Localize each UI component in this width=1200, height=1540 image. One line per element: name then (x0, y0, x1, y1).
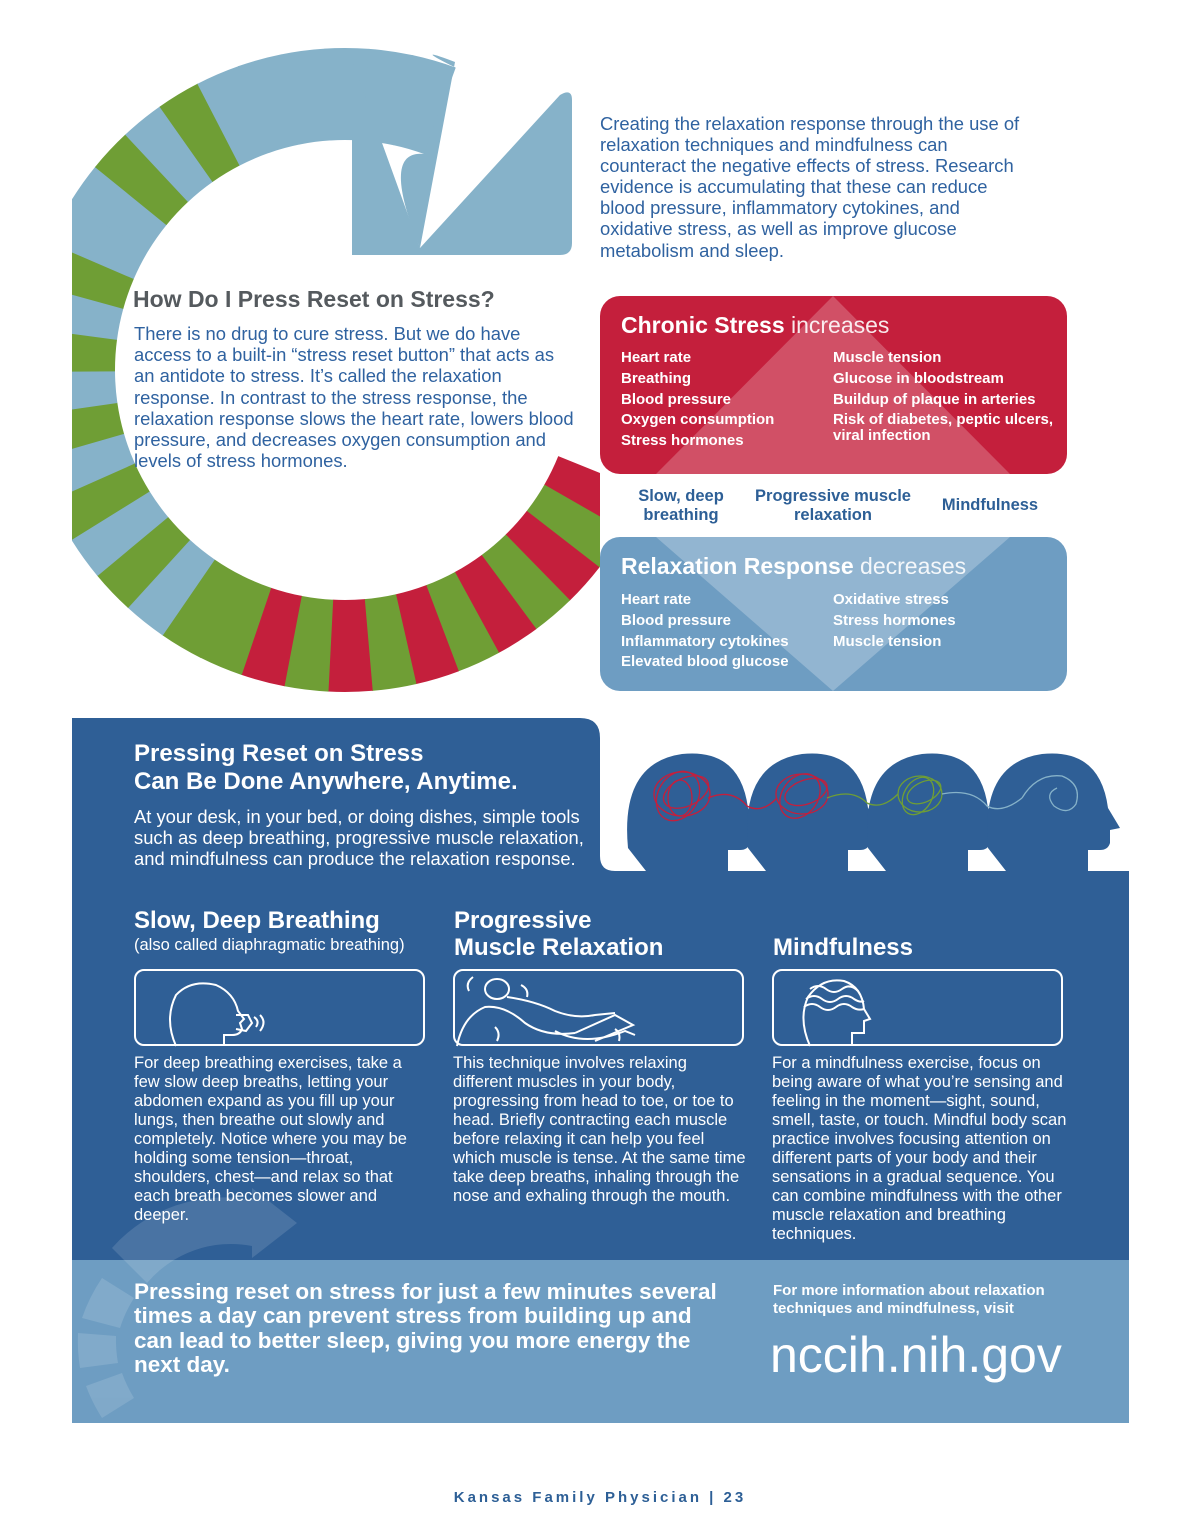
list-item: Oxidative stress (833, 591, 949, 608)
relax-title-light: decreases (860, 553, 967, 579)
breathing-head-icon (136, 971, 427, 1048)
pmr-text: This technique involves relaxing different muscles in your body, progressing from head to toe, or toe to head. Briefly contracting each muscle before relaxing it can help you feel which muscle is tense. At the same time take deep breaths, inhaling through the nose and exhaling through the mouth. (453, 1054, 746, 1205)
breathing-icon-box (134, 969, 425, 1046)
chronic-stress-title (621, 312, 889, 339)
list-item: Blood pressure (621, 390, 732, 408)
ring-segment (328, 599, 373, 692)
anywhere-body: At your desk, in your bed, or doing dishes, simple tools such as deep breathing, progressive muscle relaxation, and mindfulness can produce the relaxation response. (134, 806, 584, 870)
list-item: Glucose in bloodstream (833, 369, 1004, 387)
list-item: Stress hormones (621, 432, 744, 450)
technique-breathing: Slow, deep breathing (638, 487, 724, 524)
intro-heading: How Do I Press Reset on Stress? (133, 286, 495, 312)
list-item: Buildup of plaque in arteries (833, 390, 1036, 408)
relax-list-left (621, 590, 789, 673)
pmr-title-line2: Muscle Relaxation (454, 934, 664, 961)
chronic-list-right (833, 348, 1058, 444)
anywhere-title-line2: Can Be Done Anywhere, Anytime. (134, 768, 518, 795)
list-item: Heart rate (621, 591, 692, 608)
anywhere-title (134, 740, 518, 796)
list-item: Oxygen consumption (621, 411, 775, 429)
intro-body: There is no drug to cure stress. But we do have access to a built-in “stress reset button” that acts as an antidote to stress. It’s called the relaxation response. In contrast to the stress response, the relaxation response slows the heart rate, lowers blood pressure, and decreases oxygen consumption and levels of stress hormones. (134, 323, 574, 472)
right-intro-text: Creating the relaxation response through the use of relaxation techniques and mindfulness can counteract the negative effects of stress. Research evidence is accumulating that these can reduce blood pressure, inflammatory cytokines, and oxidative stress, as well as improve glucose metabolism and sleep. (600, 113, 1020, 261)
mindfulness-title: Mindfulness (773, 934, 914, 961)
chronic-stress-box (600, 296, 1067, 474)
mindfulness-text: For a mindfulness exercise, focus on being aware of what you’re sensing and feeling in the moment—sight, sound, smell, taste, or touch. Mindful body scan practice involves focusing attention on different parts of your body and their sensations in a gradual sequence. You can combine mindfulness with the other muscle relaxation and breathing techniques. (772, 1054, 1067, 1243)
breathing-text: For deep breathing exercises, take a few slow deep breaths, letting your abdomen expand as you fill up your lungs, then breathe out slowly and completely. Notice where you may be holding some tension—throat, shoulders, chest—and relax so that each breath becomes slower and deeper. (134, 1054, 407, 1224)
website-link[interactable]: nccih.nih.gov (770, 1327, 1062, 1383)
page-footer: Kansas Family Physician | 23 (453, 1489, 747, 1506)
reclining-body-icon (455, 971, 746, 1048)
pmr-title-line1: Progressive (454, 907, 592, 934)
list-item: Breathing (621, 369, 692, 387)
list-item: Elevated blood glucose (621, 653, 789, 671)
breathing-title: Slow, Deep Breathing (134, 907, 380, 934)
technique-pmr: Progressive muscle relaxation (755, 487, 911, 524)
mindfulness-icon-box (772, 969, 1063, 1046)
chronic-list-left (621, 348, 774, 452)
relaxation-response-box (600, 537, 1067, 691)
list-item: Blood pressure (621, 611, 732, 629)
pmr-icon-box (453, 969, 744, 1046)
chronic-title-light: increases (791, 312, 890, 338)
relax-title (621, 553, 966, 580)
technique-mindfulness: Mindfulness (941, 496, 1039, 514)
more-info-text: For more information about relaxation techniques and mindfulness, visit (773, 1282, 1045, 1317)
list-item: Stress hormones (833, 611, 956, 629)
list-item: Muscle tension (833, 349, 942, 366)
breathing-subtitle: (also called diaphragmatic breathing) (134, 936, 405, 954)
relax-list-right (833, 590, 956, 652)
anywhere-title-line1: Pressing Reset on Stress (134, 740, 424, 767)
chronic-title-bold: Chronic Stress (621, 312, 785, 338)
list-item: Inflammatory cytokines (621, 632, 789, 650)
pmr-title (454, 907, 663, 961)
bottom-message: Pressing reset on stress for just a few minutes several times a day can prevent stress from building up and can lead to better sleep, giving you more energy the next day. (134, 1279, 717, 1377)
heads-illustration (627, 753, 1120, 871)
list-item: Heart rate (621, 349, 692, 366)
list-item: Risk of diabetes, peptic ulcers, viral infection (833, 411, 1054, 445)
relax-title-bold: Relaxation Response (621, 553, 854, 579)
list-item: Muscle tension (833, 632, 942, 650)
mindful-head-icon (774, 971, 1065, 1048)
